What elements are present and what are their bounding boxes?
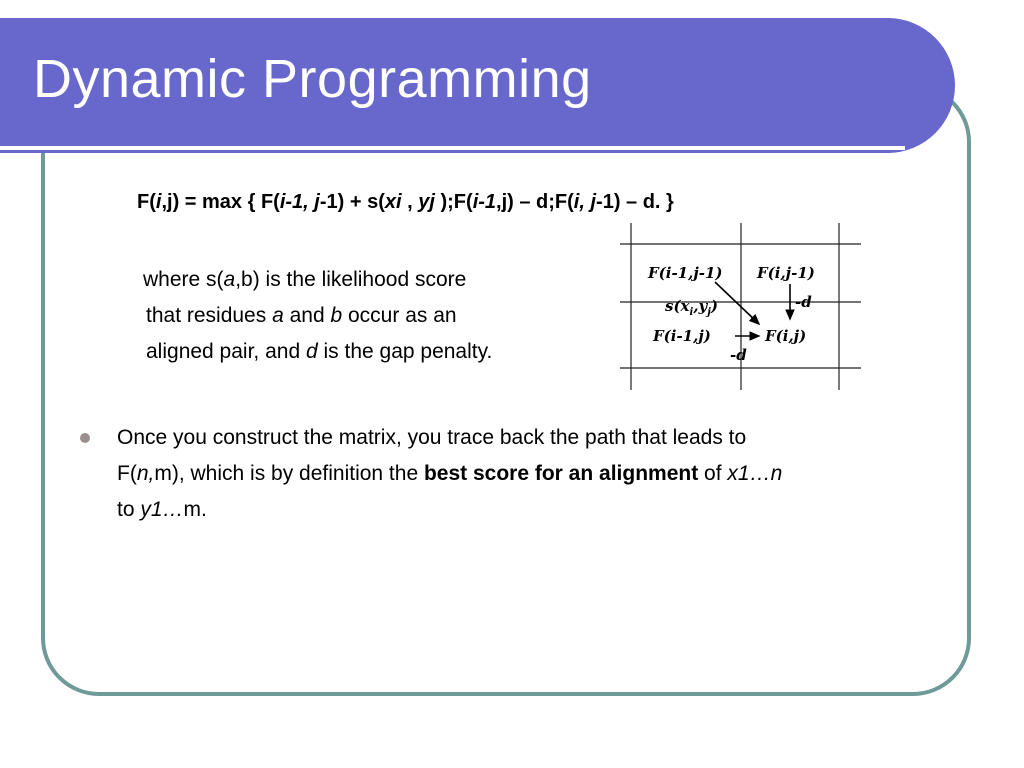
text-span: aligned pair, and (146, 340, 306, 363)
cell-label-top-left: F(i-1,j-1) (648, 264, 723, 282)
text-span: occur as an (342, 304, 457, 327)
text-span: m), which is by definition the (154, 462, 424, 485)
formula-part: -1) + s( (319, 191, 385, 213)
formula-part: yj (418, 191, 435, 213)
text-span: n, (136, 462, 155, 485)
text-span: that residues (146, 304, 273, 327)
emphasis-text: best score for an alignment (423, 462, 699, 485)
score-subscript: i (689, 307, 694, 318)
formula-part: xi (384, 191, 402, 213)
formula-part: -1) – d. } (596, 191, 674, 213)
score-subscript: j (707, 307, 711, 318)
definition-line-3 (143, 334, 492, 370)
score-label (665, 297, 718, 318)
text-span: m. (183, 498, 207, 521)
score-part: s(x (665, 297, 690, 315)
formula-part: i (155, 191, 162, 213)
text-span: is the gap penalty. (317, 340, 493, 363)
cell-label-bottom-left: F(i-1,j) (653, 327, 711, 345)
definition-line-2 (143, 298, 492, 334)
formula-part: ,j) = max { F( (161, 191, 280, 213)
formula-part: i-1, j (279, 191, 320, 213)
text-span: x1…n (727, 462, 783, 485)
formula-part: i, j (573, 191, 597, 213)
bullet-text (117, 420, 937, 528)
formula-part: , (401, 191, 419, 213)
text-span: y1… (140, 498, 184, 521)
text-span: a (272, 304, 284, 327)
text-span: ,b) is the likelihood score (235, 268, 467, 291)
bullet-dot-icon (80, 433, 90, 443)
cell-label-bottom-right: F(i,j) (765, 327, 807, 345)
text-span: where s( (143, 268, 224, 291)
text-span: d (305, 340, 318, 363)
text-span: of (698, 462, 728, 485)
definition-text (143, 262, 492, 370)
score-part: ,y (693, 297, 708, 315)
formula-part: );F( (434, 191, 473, 213)
gap-label-horizontal: -d (730, 346, 747, 364)
title-bar (0, 18, 955, 153)
title-underline (0, 146, 905, 150)
text-span: a (223, 268, 236, 291)
formula-part: i-1 (472, 191, 497, 213)
diagonal-arrow (715, 282, 759, 324)
text-span: b (330, 304, 343, 327)
text-span: F( (117, 462, 137, 485)
bullet-line-1: Once you construct the matrix, you trace back the path that leads to (117, 426, 747, 449)
definition-line-1 (143, 262, 492, 298)
gap-label-vertical: -d (795, 293, 812, 311)
formula-part: ,j) – d;F( (496, 191, 574, 213)
recurrence-formula (137, 191, 674, 214)
bullet-line-2 (117, 456, 937, 492)
cell-label-top-right: F(i,j-1) (757, 264, 815, 282)
score-part: ) (710, 297, 718, 315)
slide-title: Dynamic Programming (33, 49, 592, 109)
bullet-line-3 (117, 492, 937, 528)
text-span: and (283, 304, 331, 327)
text-span: to (117, 498, 141, 521)
formula-part: F( (137, 191, 156, 213)
dp-cell-diagram (617, 220, 865, 395)
